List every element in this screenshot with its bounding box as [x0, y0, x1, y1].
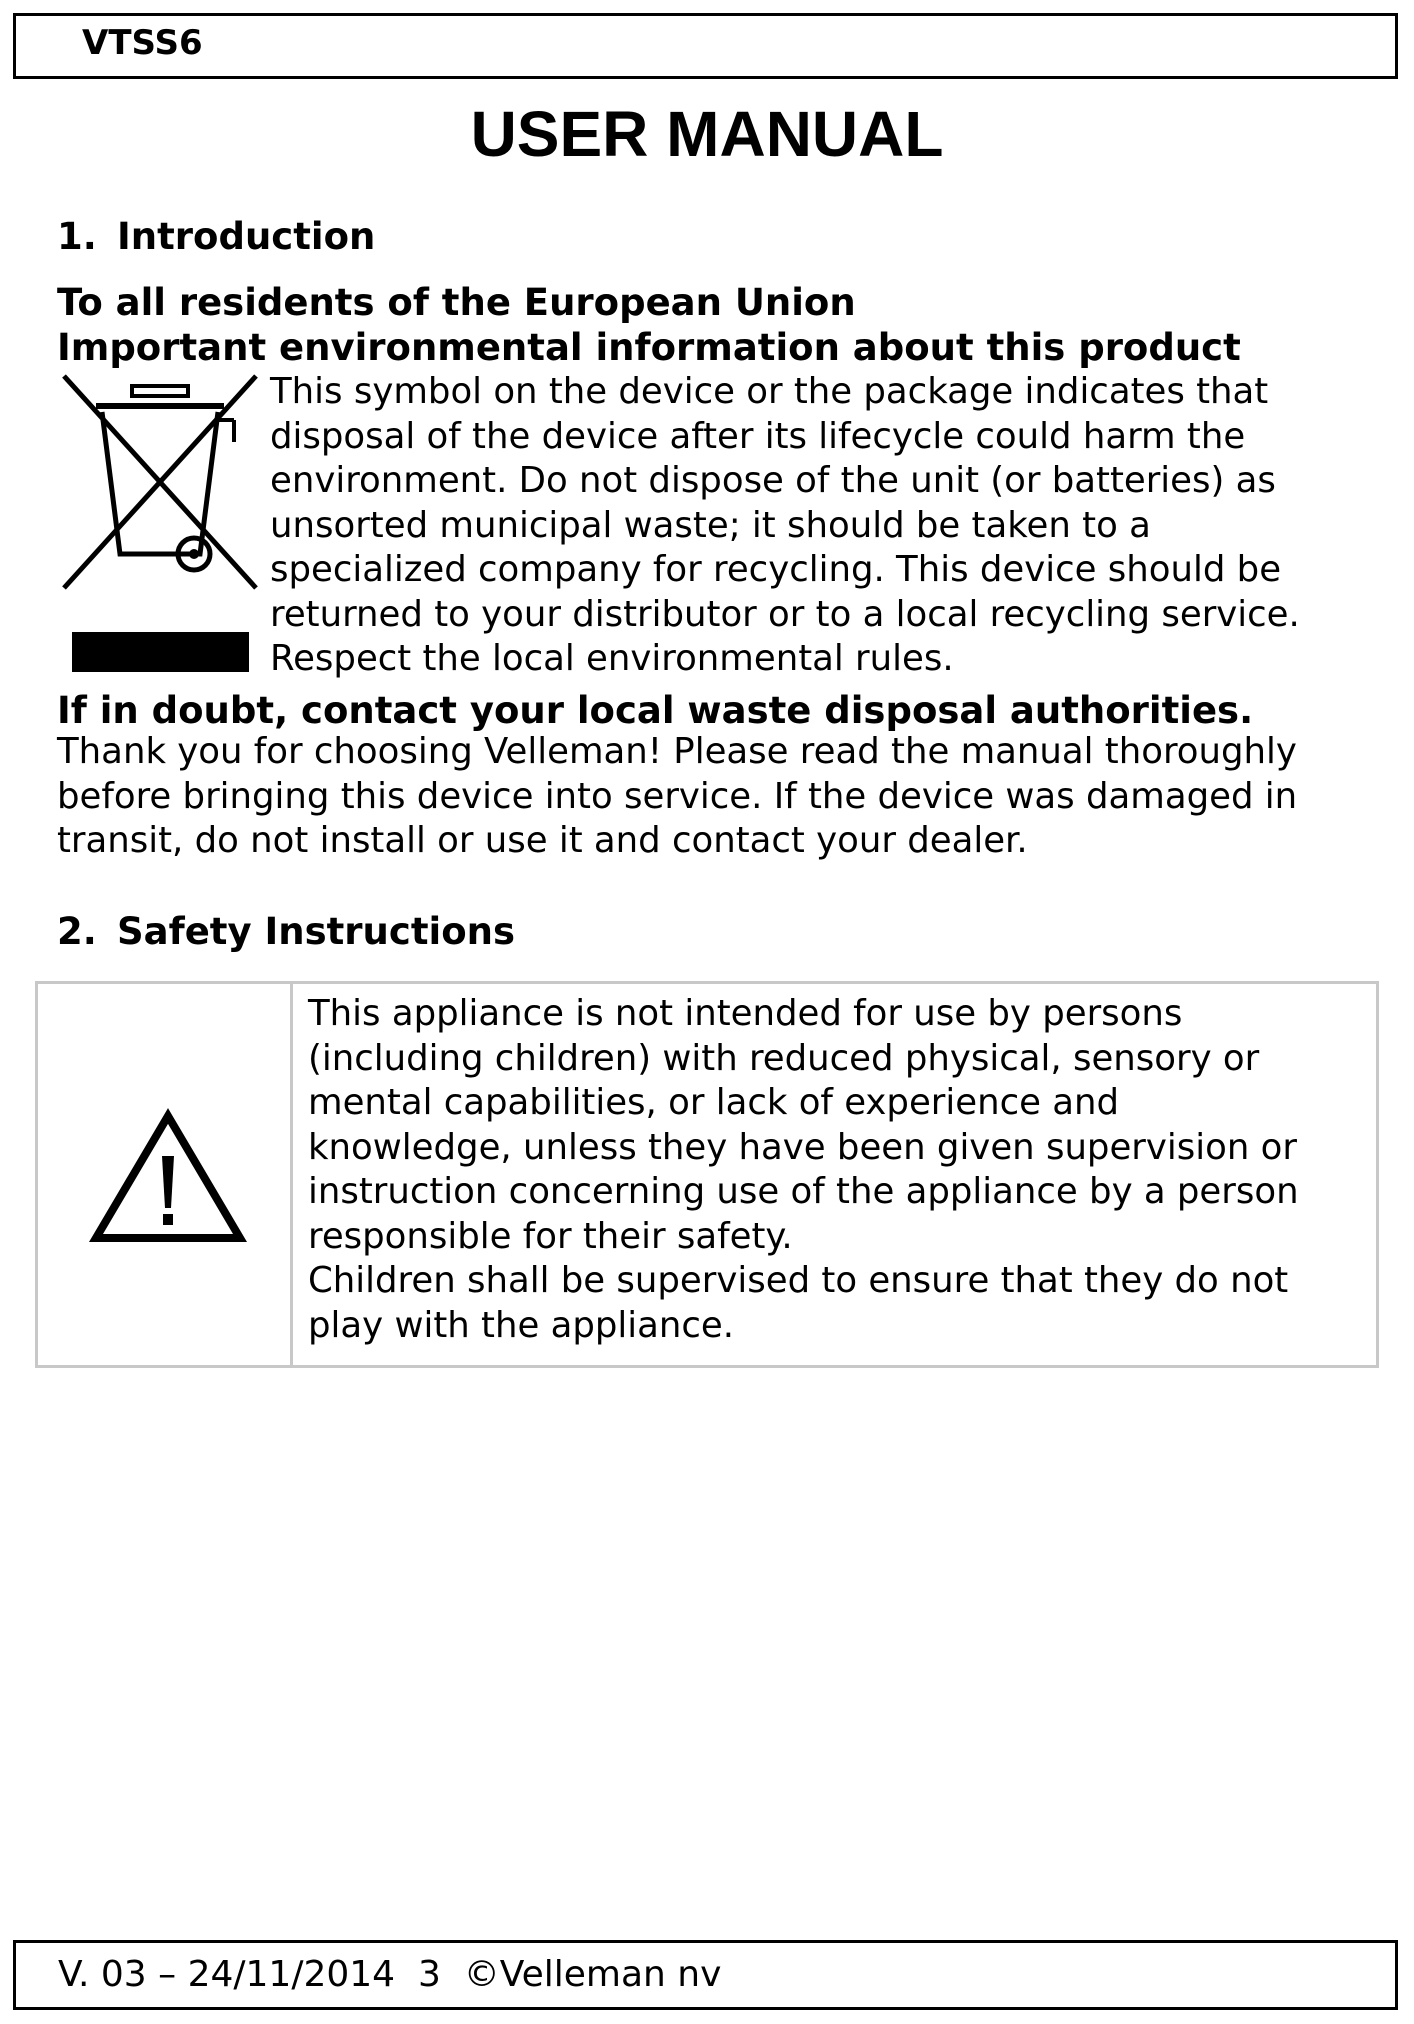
- text-line: transit, do not install or use it and contact your dealer.: [57, 820, 1028, 861]
- text-line: mental capabilities, or lack of experience and: [308, 1082, 1120, 1123]
- text-line: knowledge, unless they have been given supervision or: [308, 1126, 1297, 1168]
- thanks-paragraph: [57, 730, 1397, 864]
- weee-black-bar: [72, 632, 249, 672]
- doubt-line: If in doubt, contact your local waste disposal authorities.: [57, 689, 1254, 732]
- section-number: 1.: [57, 215, 97, 258]
- model-code: VTSS6: [82, 23, 203, 63]
- text-line: This appliance is not intended for use by persons: [308, 993, 1183, 1034]
- text-line: (including children) with reduced physical, sensory or: [308, 1037, 1260, 1079]
- safety-table: [35, 981, 1379, 1368]
- section-heading-safety: [57, 910, 515, 953]
- safety-paragraph: [308, 992, 1368, 1348]
- text-line: disposal of the device after its lifecycle could harm the: [270, 415, 1246, 457]
- text-line: This symbol on the device or the package indicates that: [270, 371, 1269, 412]
- environment-heading: Important environmental information about this product: [57, 326, 1241, 369]
- section-heading-introduction: [57, 215, 376, 258]
- header-box: [13, 13, 1398, 79]
- page-title: USER MANUAL: [470, 98, 944, 170]
- table-divider: [290, 984, 293, 1365]
- weee-paragraph: [270, 370, 1390, 682]
- text-line: environment. Do not dispose of the unit (or batteries) as: [270, 460, 1276, 501]
- text-line: Children shall be supervised to ensure that they do not: [308, 1260, 1289, 1301]
- section-title: Safety Instructions: [117, 910, 515, 953]
- eu-heading: To all residents of the European Union: [57, 281, 856, 324]
- footer-text: V. 03 – 24/11/2014 3 ©Velleman nv: [58, 1954, 722, 1995]
- footer-box: [13, 1940, 1398, 2010]
- text-line: Respect the local environmental rules.: [270, 638, 954, 679]
- text-line: before bringing this device into service. If the device was damaged in: [57, 775, 1298, 817]
- text-line: unsorted municipal waste; it should be taken to a: [270, 504, 1151, 546]
- section-title: Introduction: [117, 215, 376, 258]
- text-line: specialized company for recycling. This device should be: [270, 549, 1282, 590]
- text-line: Thank you for choosing Velleman! Please read the manual thoroughly: [57, 731, 1297, 772]
- section-number: 2.: [57, 910, 97, 953]
- text-line: responsible for their safety.: [308, 1215, 793, 1257]
- text-line: play with the appliance.: [308, 1304, 735, 1346]
- text-line: returned to your distributor or to a local recycling service.: [270, 593, 1300, 635]
- crossed-out-wheelie-bin-icon: [60, 372, 260, 592]
- warning-triangle-icon: [88, 1108, 248, 1248]
- text-line: instruction concerning use of the appliance by a person: [308, 1171, 1299, 1212]
